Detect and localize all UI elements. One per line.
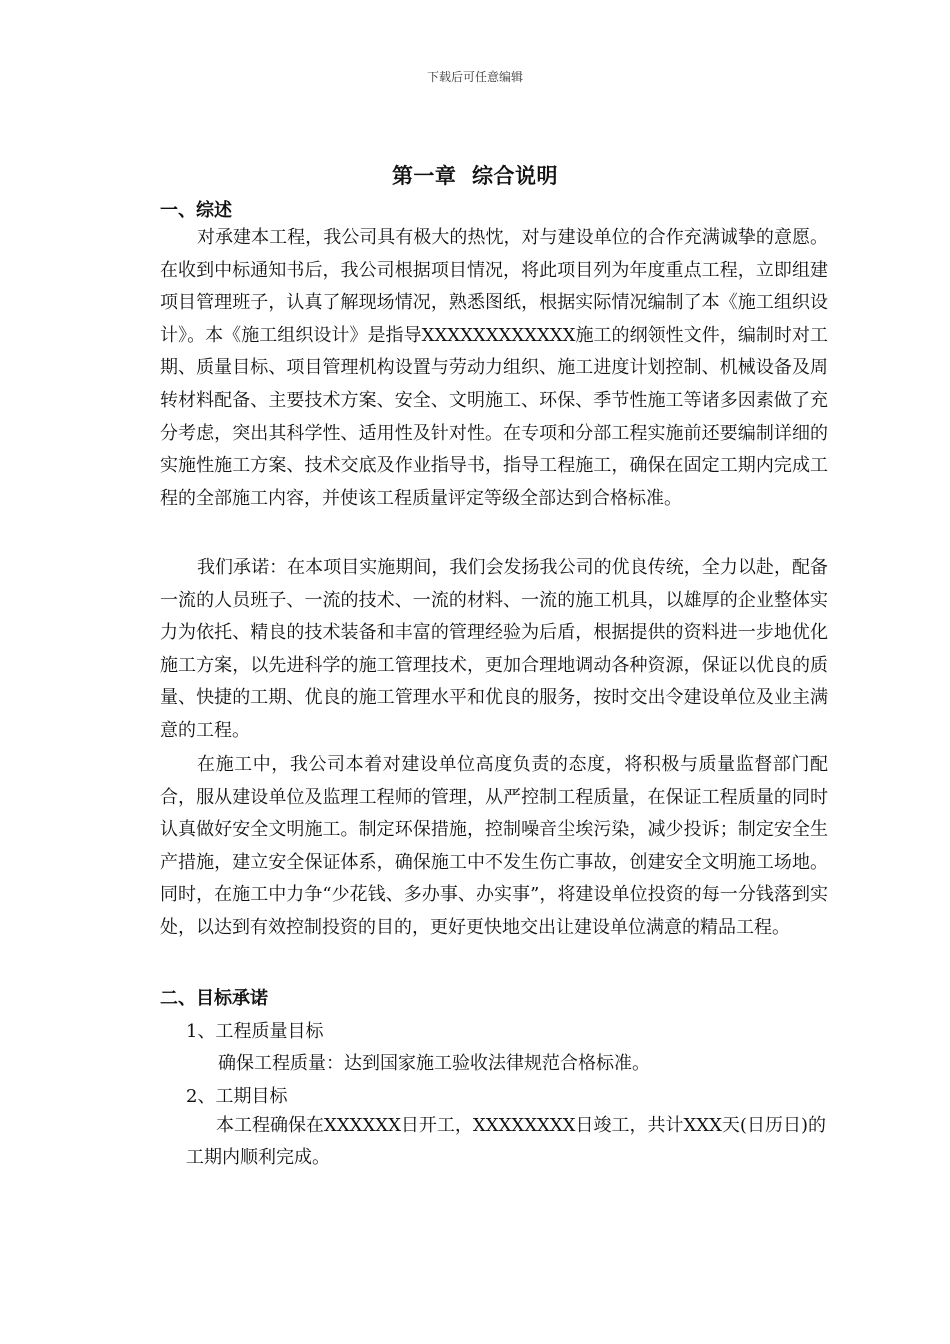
section-heading-goals: 二、目标承诺 [160,988,268,1009]
chapter-title: 第一章 综合说明 [391,163,559,188]
goal-quality-label: 1、工程质量目标 [186,1021,324,1042]
goal-schedule-label: 2、工期目标 [186,1086,288,1107]
paragraph-overview-3: 在施工中，我公司本着对建设单位高度负责的态度，将积极与质量监督部门配合，服从建设单位及监理工程师的管理，从严控制工程质量，在保证工程质量的同时认真做好安全文明施工。制定环保措施，控制噪音尘埃污染，减少投诉；制定安全生产措施，建立安全保证体系，确保施工中不发生伤亡事故，创建安全文明施工场地。同时，在施工中力争“少花钱、多办事、办实事”，将建设单位投资的每一分钱落到实处，以达到有效控制投资的目的，更好更快地交出让建设单位满意的精品工程。 [160,754,828,938]
goal-schedule-text: 本工程确保在XXXXXX日开工，XXXXXXXX日竣工，共计XXX天(日历日)的工期内顺利完成。 [186,1115,826,1168]
header-note: 下载后可任意编辑 [426,70,523,84]
goal-quality-text: 确保工程质量：达到国家施工验收法律规范合格标准。 [218,1053,650,1074]
paragraph-overview-2: 我们承诺：在本项目实施期间，我们会发扬我公司的优良传统，全力以赴，配备一流的人员班子、一流的技术、一流的材料、一流的施工机具，以雄厚的企业整体实力为依托、精良的技术装备和丰富的管理经验为后盾，根据提供的资料进一步地优化施工方案，以先进科学的施工管理技术，更加合理地调动各种资源，保证以优良的质量、快捷的工期、优良的施工管理水平和优良的服务，按时交出令建设单位及业主满意的工程。 [160,557,828,741]
section-heading-overview: 一、综述 [160,200,232,221]
paragraph-overview-1: 对承建本工程，我公司具有极大的热忱，对与建设单位的合作充满诚挚的意愿。在收到中标通知书后，我公司根据项目情况，将此项目列为年度重点工程，立即组建项目管理班子，认真了解现场情况，熟悉图纸，根据实际情况编制了本《施工组织设计》。本《施工组织设计》是指导XXXXXXXXXXXX施工的纲领性文件，编制时对工期、质量目标、项目管理机构设置与劳动力组织、施工进度计划控制、机械设备及周转材料配备、主要技术方案、安全、文明施工、环保、季节性施工等诸多因素做了充分考虑，突出其科学性、适用性及针对性。在专项和分部工程实施前还要编制详细的实施性施工方案、技术交底及作业指导书，指导工程施工，确保在固定工期内完成工程的全部施工内容，并使该工程质量评定等级全部达到合格标准。 [160,227,828,509]
